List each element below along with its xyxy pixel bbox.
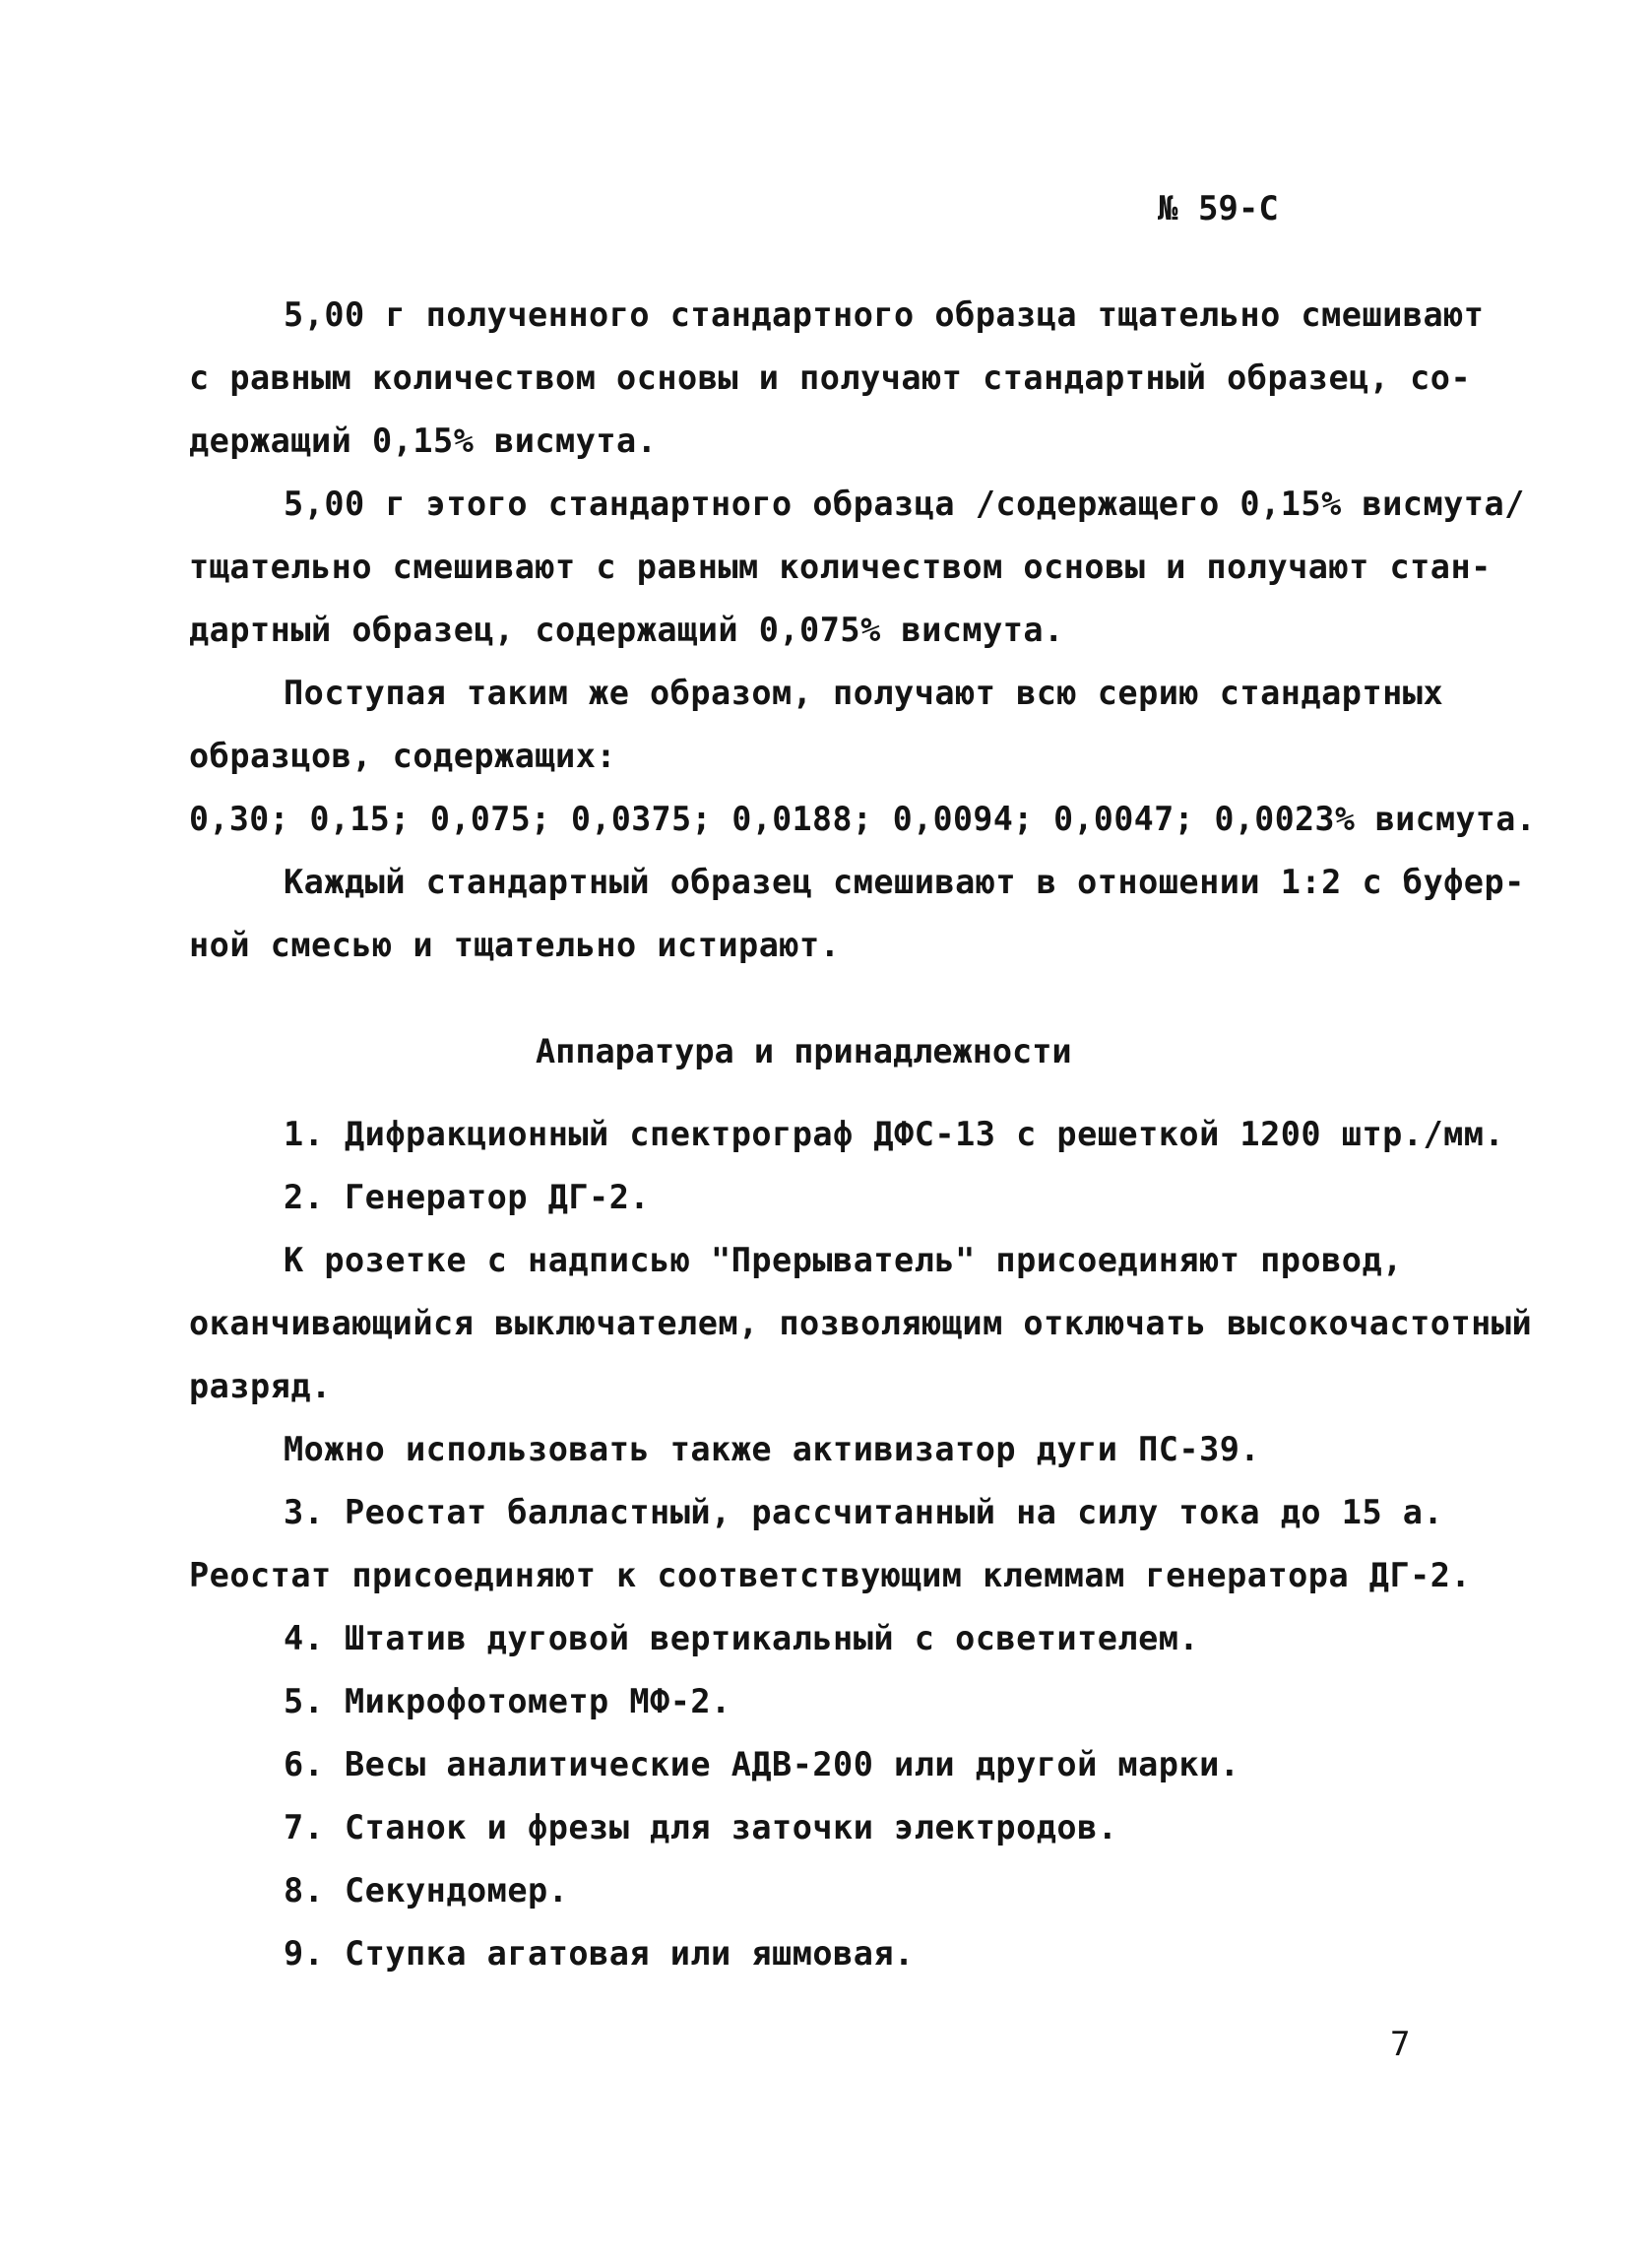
apparatus-line: 7. Станок и фрезы для заточки электродов. xyxy=(284,1808,1118,1846)
body-line: с равным количеством основы и получают стандартный образец, со- xyxy=(189,358,1472,397)
apparatus-line: Можно использовать также активизатор дуги ПС-39. xyxy=(284,1430,1261,1468)
body-line: держащий 0,15% висмута. xyxy=(189,421,658,460)
body-line: Поступая таким же образом, получают всю серию стандартных xyxy=(284,674,1444,712)
apparatus-line: 9. Ступка агатовая или яшмовая. xyxy=(284,1934,915,1973)
body-line: 5,00 г этого стандартного образца /содержащего 0,15% висмута/ xyxy=(284,485,1525,523)
apparatus-line: разряд. xyxy=(189,1367,332,1405)
body-line: Каждый стандартный образец смешивают в отношении 1:2 с буфер- xyxy=(284,863,1525,901)
apparatus-line: 8. Секундомер. xyxy=(284,1871,569,1910)
apparatus-line: 4. Штатив дуговой вертикальный с осветителем. xyxy=(284,1619,1200,1657)
apparatus-line: 1. Дифракционный спектрограф ДФС-13 с решеткой 1200 штр./мм. xyxy=(284,1115,1505,1153)
document-number: № 59-С xyxy=(1158,189,1279,228)
page-number: 7 xyxy=(1390,2025,1411,2064)
apparatus-line: оканчивающийся выключателем, позволяющим отключать высокочастотный xyxy=(189,1304,1533,1342)
section-heading: Аппаратура и принадлежности xyxy=(536,1032,1072,1070)
body-line: ной смесью и тщательно истирают. xyxy=(189,926,841,964)
body-line: образцов, содержащих: xyxy=(189,737,617,775)
body-line: тщательно смешивают с равным количеством основы и получают стан- xyxy=(189,548,1492,586)
apparatus-line: К розетке с надписью "Прерыватель" присоединяют провод, xyxy=(284,1241,1403,1279)
body-line: дартный образец, содержащий 0,075% висмута. xyxy=(189,611,1064,649)
apparatus-line: 3. Реостат балластный, рассчитанный на силу тока до 15 а. xyxy=(284,1493,1444,1531)
apparatus-line: 2. Генератор ДГ-2. xyxy=(284,1178,651,1216)
apparatus-line: Реостат присоединяют к соответствующим клеммам генератора ДГ-2. xyxy=(189,1556,1472,1594)
body-line: 5,00 г полученного стандартного образца тщательно смешивают xyxy=(284,295,1485,334)
body-line: 0,30; 0,15; 0,075; 0,0375; 0,0188; 0,0094; 0,0047; 0,0023% висмута. xyxy=(189,800,1537,838)
apparatus-line: 5. Микрофотометр МФ-2. xyxy=(284,1682,731,1720)
apparatus-line: 6. Весы аналитические АДВ-200 или другой марки. xyxy=(284,1745,1240,1783)
